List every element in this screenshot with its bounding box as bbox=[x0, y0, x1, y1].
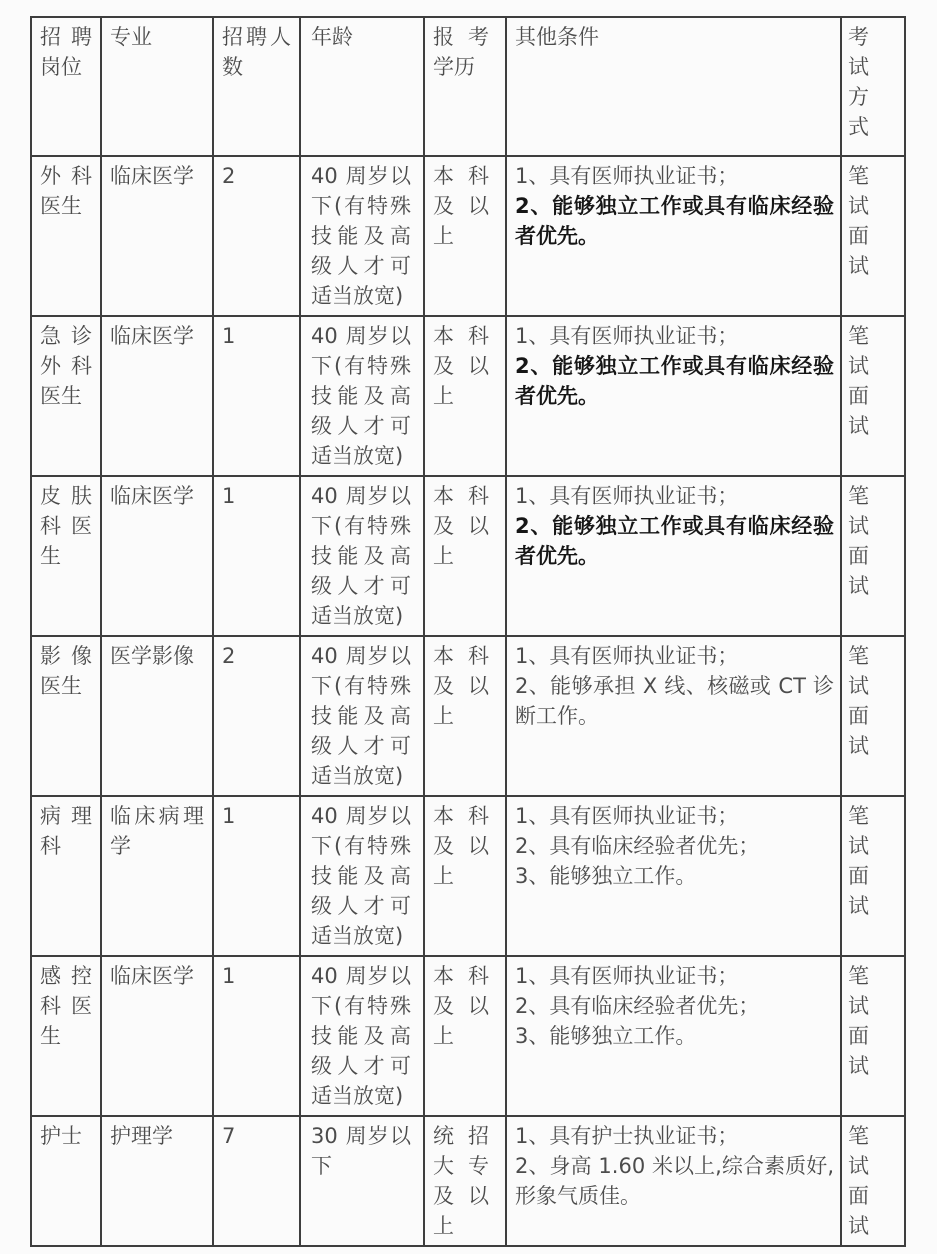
header-count: 招聘人数 bbox=[213, 17, 300, 156]
age-cell: 30 周岁以下 bbox=[300, 1116, 424, 1246]
condition-item: 2、能够独立工作或具有临床经验者优先。 bbox=[515, 194, 834, 248]
exam-cell bbox=[841, 956, 905, 1116]
table-row bbox=[31, 636, 905, 796]
age-cell: 40 周岁以下(有特殊技能及高级人才可适当放宽) bbox=[300, 796, 424, 956]
condition-item: 1、具有医师执业证书； bbox=[515, 324, 739, 348]
exam-label: 笔试面试 bbox=[848, 484, 869, 598]
age-cell: 40 周岁以下(有特殊技能及高级人才可适当放宽) bbox=[300, 156, 424, 316]
recruitment-table bbox=[30, 16, 906, 1247]
conditions-cell bbox=[506, 1116, 841, 1246]
conditions-cell bbox=[506, 316, 841, 476]
education-cell: 统招大专及以上 bbox=[424, 1116, 506, 1246]
count-cell: 1 bbox=[213, 796, 300, 956]
age-cell: 40 周岁以下(有特殊技能及高级人才可适当放宽) bbox=[300, 316, 424, 476]
major-cell: 临床医学 bbox=[101, 476, 213, 636]
header-exam bbox=[841, 17, 905, 156]
education-cell: 本科及以上 bbox=[424, 156, 506, 316]
position-cell: 感控科医生 bbox=[31, 956, 101, 1116]
condition-item: 3、能够独立工作。 bbox=[515, 864, 697, 888]
exam-cell bbox=[841, 636, 905, 796]
condition-item: 2、身高 1.60 米以上,综合素质好,形象气质佳。 bbox=[515, 1154, 834, 1208]
count-cell: 2 bbox=[213, 636, 300, 796]
count-cell: 1 bbox=[213, 316, 300, 476]
condition-item: 2、能够独立工作或具有临床经验者优先。 bbox=[515, 514, 834, 568]
age-cell: 40 周岁以下(有特殊技能及高级人才可适当放宽) bbox=[300, 476, 424, 636]
exam-label: 笔试面试 bbox=[848, 644, 869, 758]
header-position: 招聘岗位 bbox=[31, 17, 101, 156]
condition-item: 1、具有医师执业证书； bbox=[515, 804, 739, 828]
conditions-cell bbox=[506, 156, 841, 316]
exam-label: 笔试面试 bbox=[848, 1124, 869, 1238]
position-cell: 外科医生 bbox=[31, 156, 101, 316]
condition-item: 1、具有医师执业证书； bbox=[515, 164, 739, 188]
exam-label: 笔试面试 bbox=[848, 804, 869, 918]
table-row bbox=[31, 156, 905, 316]
header-conditions: 其他条件 bbox=[506, 17, 841, 156]
table-row bbox=[31, 316, 905, 476]
exam-label: 笔试面试 bbox=[848, 964, 869, 1078]
conditions-cell bbox=[506, 956, 841, 1116]
education-cell: 本科及以上 bbox=[424, 636, 506, 796]
exam-cell bbox=[841, 476, 905, 636]
table-row bbox=[31, 1116, 905, 1246]
age-cell: 40 周岁以下(有特殊技能及高级人才可适当放宽) bbox=[300, 636, 424, 796]
position-cell: 护士 bbox=[31, 1116, 101, 1246]
conditions-cell bbox=[506, 636, 841, 796]
major-cell: 护理学 bbox=[101, 1116, 213, 1246]
condition-item: 2、具有临床经验者优先； bbox=[515, 834, 760, 858]
condition-item: 1、具有医师执业证书； bbox=[515, 484, 739, 508]
exam-cell bbox=[841, 156, 905, 316]
table-row bbox=[31, 476, 905, 636]
major-cell: 医学影像 bbox=[101, 636, 213, 796]
position-cell: 皮肤科医生 bbox=[31, 476, 101, 636]
table-row bbox=[31, 956, 905, 1116]
condition-item: 2、能够独立工作或具有临床经验者优先。 bbox=[515, 354, 834, 408]
header-education: 报考学历 bbox=[424, 17, 506, 156]
exam-label: 笔试面试 bbox=[848, 324, 869, 438]
position-cell: 急诊外科医生 bbox=[31, 316, 101, 476]
major-cell: 临床医学 bbox=[101, 316, 213, 476]
count-cell: 1 bbox=[213, 476, 300, 636]
major-cell: 临床病理学 bbox=[101, 796, 213, 956]
exam-cell bbox=[841, 316, 905, 476]
header-exam-label: 考试方式 bbox=[848, 25, 869, 139]
position-cell: 影像医生 bbox=[31, 636, 101, 796]
header-age: 年龄 bbox=[300, 17, 424, 156]
position-cell: 病理科 bbox=[31, 796, 101, 956]
conditions-cell bbox=[506, 796, 841, 956]
header-major: 专业 bbox=[101, 17, 213, 156]
exam-label: 笔试面试 bbox=[848, 164, 869, 278]
condition-item: 3、能够独立工作。 bbox=[515, 1024, 697, 1048]
condition-item: 1、具有医师执业证书； bbox=[515, 644, 739, 668]
condition-item: 1、具有医师执业证书； bbox=[515, 964, 739, 988]
major-cell: 临床医学 bbox=[101, 156, 213, 316]
condition-item: 1、具有护士执业证书； bbox=[515, 1124, 739, 1148]
condition-item: 2、能够承担 X 线、核磁或 CT 诊断工作。 bbox=[515, 674, 834, 728]
count-cell: 7 bbox=[213, 1116, 300, 1246]
count-cell: 1 bbox=[213, 956, 300, 1116]
education-cell: 本科及以上 bbox=[424, 796, 506, 956]
condition-item: 2、具有临床经验者优先； bbox=[515, 994, 760, 1018]
conditions-cell bbox=[506, 476, 841, 636]
header-row bbox=[31, 17, 905, 156]
major-cell: 临床医学 bbox=[101, 956, 213, 1116]
exam-cell bbox=[841, 796, 905, 956]
education-cell: 本科及以上 bbox=[424, 476, 506, 636]
table-row bbox=[31, 796, 905, 956]
education-cell: 本科及以上 bbox=[424, 956, 506, 1116]
exam-cell bbox=[841, 1116, 905, 1246]
age-cell: 40 周岁以下(有特殊技能及高级人才可适当放宽) bbox=[300, 956, 424, 1116]
education-cell: 本科及以上 bbox=[424, 316, 506, 476]
count-cell: 2 bbox=[213, 156, 300, 316]
